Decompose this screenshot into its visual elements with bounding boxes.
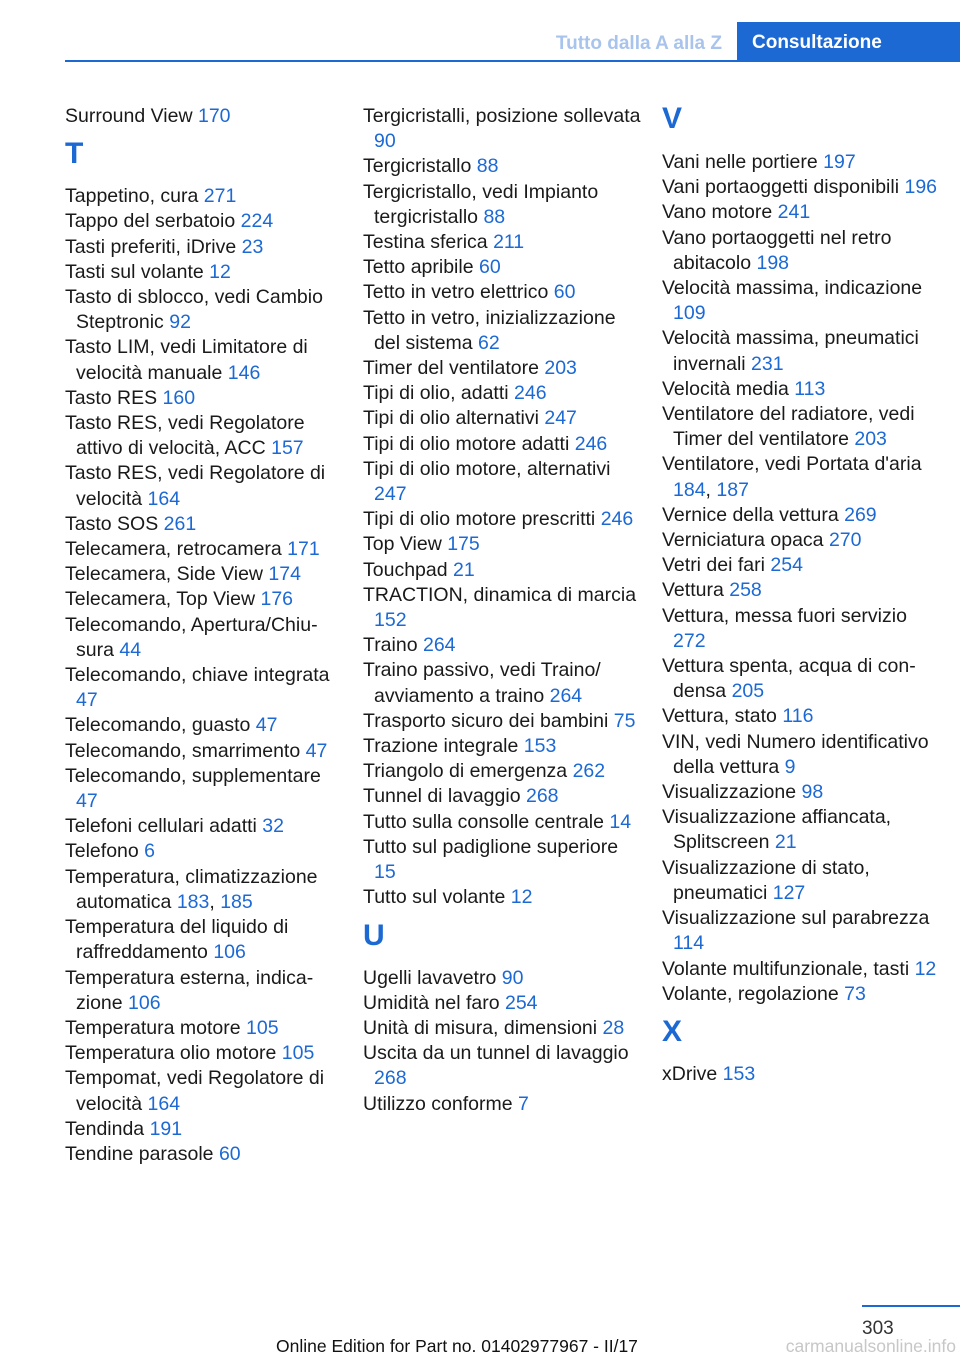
index-entry [363, 633, 645, 658]
index-entry [363, 507, 645, 532]
page-reference-link[interactable]: 191 [149, 1117, 183, 1140]
page-reference-link[interactable]: 164 [147, 487, 181, 510]
page-reference-link[interactable]: 247 [544, 407, 577, 430]
page-reference-link[interactable]: 47 [76, 790, 98, 813]
page-reference-link[interactable]: 160 [162, 386, 196, 409]
index-entry [662, 528, 944, 553]
index-entry [662, 730, 944, 780]
page-reference-link[interactable]: 23 [241, 235, 264, 258]
index-entry [662, 503, 944, 528]
index-entry-text: Tutto sul padiglione superiore [363, 835, 619, 858]
page-reference-link[interactable]: 268 [525, 785, 559, 808]
page-reference-link[interactable]: 109 [673, 302, 706, 325]
index-entry [65, 915, 347, 965]
index-entry-text: Tappo del serbatoio [65, 210, 241, 233]
index-entry-text: VIN, vedi Numero identificativo della vettura [662, 730, 929, 778]
index-entry [65, 209, 347, 234]
index-entry-text: Traino [363, 634, 423, 657]
index-entry-text: Temperatura motore [65, 1016, 246, 1039]
page-reference-link[interactable]: 47 [255, 714, 278, 737]
page-reference-link[interactable]: 62 [478, 331, 500, 354]
index-entry-text: Tasto RES [65, 386, 163, 409]
index-entry-text: Trasporto sicuro dei bambini [363, 709, 614, 732]
index-entry-text: Vano motore [662, 201, 778, 224]
index-entry-text: Top View [363, 533, 448, 556]
index-entry [662, 1062, 944, 1087]
index-entry-text: Vano portaoggetti nel retro abitacolo [662, 226, 892, 274]
index-entry-text: Tappetino, cura [65, 185, 204, 208]
index-entry-text: xDrive [662, 1062, 723, 1085]
footer-divider [862, 1305, 960, 1307]
index-column-2 [363, 104, 645, 1117]
page-reference-link[interactable]: 211 [493, 231, 525, 254]
page-reference-link[interactable]: 183 [176, 890, 210, 913]
page-reference-link[interactable]: 73 [844, 982, 866, 1005]
index-entry-text: Vernice della vettura [662, 503, 845, 526]
index-entry [662, 377, 944, 402]
index-entry [65, 814, 347, 839]
index-entry-text: Touchpad [363, 558, 453, 581]
index-entry-text: Vani nelle portiere [662, 151, 824, 173]
page-reference-link[interactable]: 231 [751, 352, 784, 375]
index-entry [662, 150, 944, 175]
index-entry [363, 356, 645, 381]
index-entry [363, 230, 645, 255]
index-entry [363, 759, 645, 784]
page-reference-link[interactable]: 262 [572, 760, 606, 783]
index-entry-text: Visualizzazione [662, 781, 802, 804]
index-entry [363, 180, 645, 230]
index-entry [662, 326, 944, 376]
index-entry-text: Vettura spenta, acqua di condensa [662, 655, 916, 703]
index-entry [65, 1041, 347, 1066]
page-reference-link[interactable]: 98 [801, 781, 824, 804]
index-entry [65, 739, 347, 764]
index-entry [65, 663, 347, 713]
page-reference-link[interactable]: 105 [281, 1042, 315, 1065]
page-reference-link[interactable]: 60 [218, 1142, 241, 1165]
index-entry [363, 966, 645, 991]
index-entry-text: Telecomando, supplementare [65, 764, 321, 787]
index-entry [65, 386, 347, 411]
index-entry-text: Telecomando, chiave integrata [65, 664, 330, 687]
index-entry-text: Ventilatore, vedi Portata d'aria [662, 453, 922, 476]
index-entry-text: Tipi di olio motore prescritti [363, 508, 601, 531]
page-reference-separator: , [705, 478, 717, 501]
page-reference-link[interactable]: 268 [374, 1067, 407, 1090]
page-reference-link[interactable]: 14 [609, 810, 632, 833]
page-reference-link[interactable]: 271 [203, 185, 237, 208]
index-entry [662, 906, 944, 956]
index-entry [662, 200, 944, 225]
index-entry [363, 406, 645, 431]
index-entry [363, 709, 645, 734]
header-tab-consultazione[interactable]: Consultazione [737, 22, 960, 62]
index-entry-text: Tetto apribile [363, 256, 479, 279]
index-entry-text: Traino passivo, vedi Traino/ avviamento a traino [363, 659, 601, 707]
page-reference-link[interactable]: 241 [777, 201, 811, 224]
page-reference-link[interactable]: 88 [483, 205, 506, 228]
index-entry [363, 255, 645, 280]
index-entry [363, 280, 645, 305]
index-entry-text: Testina sferica [363, 231, 494, 254]
index-entry [363, 810, 645, 835]
index-entry-text: Telefoni cellulari adatti [65, 815, 263, 838]
index-entry [65, 764, 347, 814]
index-entry [65, 1016, 347, 1041]
page-reference-link[interactable]: 106 [213, 941, 246, 964]
index-entry-text: Surround View [65, 105, 198, 127]
index-entry-text: Visualizzazione sul parabrezza [662, 907, 930, 930]
index-entry [363, 991, 645, 1016]
index-entry-text: Tetto in vetro elettrico [363, 281, 554, 304]
index-entry-text: Utilizzo conforme [363, 1092, 518, 1115]
index-entry-text: Tasto RES, vedi Regolatore attivo di velocità, ACC [65, 412, 305, 460]
index-entry-text: Tutto sulla consolle centrale [363, 810, 610, 833]
index-entry-text: Telecomando, smarrimento [65, 739, 306, 762]
index-entry-text: Tergicristallo, vedi Impianto tergicristallo [363, 180, 599, 228]
page-reference-link[interactable]: 272 [673, 629, 706, 652]
page-reference-link[interactable]: 254 [504, 991, 538, 1014]
index-entry [662, 402, 944, 452]
index-entry-text: Tasti sul volante [65, 260, 210, 283]
page-reference-link[interactable]: 269 [844, 503, 877, 526]
page-reference-link[interactable]: 47 [76, 689, 98, 712]
watermark: carmanualsonline.info [785, 1336, 956, 1356]
index-entry-text: Tipi di olio motore, alternativi [363, 457, 611, 480]
index-entry-text: Volante, regolazione [662, 982, 845, 1005]
index-entry [662, 982, 944, 1007]
page-reference-link[interactable]: 264 [549, 684, 583, 707]
page-reference-link[interactable]: 114 [673, 932, 705, 955]
index-entry [363, 835, 645, 885]
index-letter-heading: U [363, 918, 385, 952]
index-entry [363, 558, 645, 583]
page-reference-link[interactable]: 203 [544, 357, 577, 380]
page-reference-link[interactable]: 47 [305, 739, 328, 762]
index-entry-text: Temperatura esterna, indicazione [65, 966, 314, 1014]
index-entry [65, 411, 347, 461]
index-entry-text: Tunnel di lavaggio [363, 785, 526, 808]
index-entry [662, 654, 944, 704]
page-reference-separator: , [209, 890, 221, 913]
page-reference-link[interactable]: 196 [904, 176, 938, 199]
index-entry-text: Tetto in vetro, inizializzazione del sistema [363, 306, 616, 354]
index-entry [363, 658, 645, 708]
index-entry-text: Velocità massima, indicazione [662, 277, 923, 300]
index-entry [65, 713, 347, 738]
page-reference-link[interactable]: 113 [794, 377, 826, 400]
index-entry-text: Telefono [65, 840, 145, 863]
page-reference-link[interactable]: 184 [673, 478, 706, 501]
index-entry [65, 613, 347, 663]
index-entry-text: Telecomando, Apertura/Chiusura [65, 613, 318, 661]
index-column-3 [662, 104, 944, 1087]
index-entry-text: Visualizzazione affiancata, Splitscreen [662, 806, 892, 854]
index-entry-text: Triangolo di emergenza [363, 760, 573, 783]
page-reference-link[interactable]: 164 [147, 1092, 181, 1115]
index-entry [662, 226, 944, 276]
page-reference-link[interactable]: 270 [828, 529, 862, 552]
page-reference-link[interactable]: 153 [722, 1062, 756, 1085]
index-entry-text: Tasti preferiti, iDrive [65, 235, 242, 258]
index-entry [662, 553, 944, 578]
index-entry-text: Timer del ventilatore [363, 357, 545, 380]
page-reference-link[interactable]: 75 [613, 709, 636, 732]
page-reference-link[interactable]: 105 [246, 1016, 279, 1039]
page-reference-link[interactable]: 152 [374, 609, 407, 632]
page-reference-link[interactable]: 12 [209, 260, 231, 283]
index-entry [65, 335, 347, 385]
page-reference-link[interactable]: 12 [510, 886, 533, 909]
page-reference-link[interactable]: 21 [774, 831, 797, 854]
page-reference-link[interactable]: 106 [128, 991, 161, 1014]
index-letter-heading: V [662, 102, 683, 135]
index-entry-text: Uscita da un tunnel di lavaggio [363, 1042, 629, 1065]
index-entry-text: Tempomat, vedi Regolatore di velocità [65, 1067, 325, 1115]
index-entry [363, 532, 645, 557]
index-entry-text: Unità di misura, dimensioni [363, 1016, 603, 1039]
index-entry-text: Ventilatore del radiatore, vedi Timer del ventilatore [662, 403, 915, 451]
index-entry-text: Visualizzazione di stato, pneumatici [662, 856, 870, 904]
index-entry-text: Vani portaoggetti disponibili [662, 176, 905, 199]
page-reference-link[interactable]: 175 [447, 533, 480, 556]
index-column-1 [65, 104, 347, 1167]
index-entry-text: Tendinda [65, 1117, 150, 1140]
index-entry [662, 175, 944, 200]
index-entry-text: Tutto sul volante [363, 886, 511, 909]
index-entry [65, 537, 347, 562]
index-letter-heading: X [662, 1014, 683, 1048]
index-entry-text: Tergicristalli, posizione sollevata [363, 105, 641, 127]
index-entry [65, 260, 347, 285]
index-entry-text: Temperatura olio motore [65, 1042, 282, 1065]
index-entry-text: TRACTION, dinamica di marcia [363, 583, 637, 606]
page-reference-link[interactable]: 90 [374, 130, 396, 153]
page-reference-link[interactable]: 12 [914, 957, 937, 980]
page-reference-link[interactable]: 203 [854, 428, 887, 451]
index-entry [65, 1142, 347, 1167]
index-entry-text: Ugelli lavavetro [363, 966, 502, 989]
page-reference-link[interactable]: 21 [453, 558, 475, 581]
index-entry [662, 704, 944, 729]
page-reference-link[interactable]: 205 [731, 680, 765, 703]
page-reference-link[interactable]: 92 [169, 311, 191, 334]
page-reference-link[interactable]: 224 [240, 210, 274, 233]
index-entry [363, 306, 645, 356]
index-entry [363, 432, 645, 457]
index-entry-text: Tergicristallo [363, 155, 477, 178]
page-reference-link[interactable]: 32 [262, 815, 284, 838]
page-reference-link[interactable]: 127 [772, 881, 806, 904]
index-entry [65, 1117, 347, 1142]
index-entry [363, 1092, 645, 1117]
index-entry-text: Vettura, messa fuori servizio [662, 604, 907, 627]
index-entry [363, 104, 645, 154]
index-entry-text: Telecamera, Side View [65, 563, 269, 586]
edition-footer: Online Edition for Part no. 01402977967 - II/17 [276, 1336, 638, 1356]
index-entry-text: Temperatura, climatizzazione automatica [65, 865, 318, 913]
page-reference-link[interactable]: 9 [784, 755, 796, 778]
index-entry-text: Trazione integrale [363, 735, 524, 758]
index-entry [363, 1016, 645, 1041]
index-entry [65, 562, 347, 587]
index-entry [662, 276, 944, 326]
index-entry-text: Tipi di olio motore adatti [363, 432, 575, 455]
page-reference-link[interactable]: 254 [770, 554, 803, 577]
page-reference-link[interactable]: 185 [220, 890, 253, 913]
page-reference-link[interactable]: 88 [476, 155, 499, 178]
index-letter-heading: T [65, 137, 84, 171]
page-reference-link[interactable]: 28 [602, 1016, 625, 1039]
index-entry [65, 104, 347, 129]
index-entry [65, 865, 347, 915]
page-reference-link[interactable]: 264 [422, 634, 456, 657]
index-entry [363, 583, 645, 633]
index-entry [662, 452, 944, 502]
index-entry-text: Vettura, stato [662, 705, 783, 728]
index-entry-text: Vettura [662, 579, 730, 602]
index-entry-text: Tasto RES, vedi Regolatore di velocità [65, 462, 326, 510]
index-entry [65, 512, 347, 537]
index-entry [363, 154, 645, 179]
index-entry-text: Telecamera, Top View [65, 588, 261, 611]
page-number: 303 [862, 1318, 894, 1339]
index-entry [662, 780, 944, 805]
page-reference-link[interactable]: 7 [517, 1092, 529, 1115]
page-reference-link[interactable]: 60 [553, 281, 576, 304]
page-reference-link[interactable]: 176 [260, 588, 294, 611]
page-reference-link[interactable]: 187 [716, 478, 749, 501]
index-entry-text: Tipi di olio, adatti [363, 382, 515, 405]
index-entry-text: Tipi di olio alternativi [363, 407, 545, 430]
page-reference-link[interactable]: 6 [144, 840, 156, 863]
page-reference-link[interactable]: 90 [501, 966, 524, 989]
page-reference-link[interactable]: 171 [287, 538, 320, 561]
index-entry [363, 457, 645, 507]
page-reference-link[interactable]: 247 [374, 483, 407, 506]
page-reference-link[interactable]: 60 [478, 256, 501, 279]
index-entry [65, 1066, 347, 1116]
index-entry-text: Tendine parasole [65, 1142, 219, 1165]
index-entry-text: Vetri dei fari [662, 554, 771, 577]
page-reference-link[interactable]: 261 [163, 512, 197, 535]
index-entry [65, 966, 347, 1016]
index-entry-text: Tasto di sblocco, vedi Cambio Steptronic [65, 286, 323, 334]
index-entry [662, 856, 944, 906]
page-reference-link[interactable]: 246 [574, 432, 608, 455]
page-reference-link[interactable]: 197 [823, 151, 856, 173]
index-entry [662, 578, 944, 603]
index-entry-text: Telecomando, guasto [65, 714, 256, 737]
page-reference-link[interactable]: 157 [271, 437, 304, 460]
index-entry [363, 1041, 645, 1091]
index-entry [363, 734, 645, 759]
index-entry-text: Tasto LIM, vedi Limitatore di velocità manuale [65, 336, 308, 384]
index-entry-text: Tasto SOS [65, 512, 164, 535]
index-entry-text: Umidità nel faro [363, 991, 505, 1014]
page-reference-link[interactable]: 153 [523, 735, 557, 758]
index-entry [363, 885, 645, 910]
index-entry-text: Verniciatura opaca [662, 529, 829, 552]
page-reference-link[interactable]: 15 [374, 861, 396, 884]
index-entry-text: Temperatura del liquido di raffreddamento [65, 916, 289, 964]
page-reference-link[interactable]: 198 [756, 251, 790, 274]
index-entry [65, 285, 347, 335]
index-entry [363, 381, 645, 406]
index-entry-text: Velocità massima, pneumatici invernali [662, 327, 919, 375]
header-divider [65, 60, 960, 62]
page-reference-link[interactable]: 116 [782, 705, 814, 728]
page-reference-link[interactable]: 174 [268, 563, 301, 586]
page-reference-link[interactable]: 246 [600, 508, 634, 531]
page-reference-link[interactable]: 258 [729, 579, 762, 602]
page-reference-link[interactable]: 246 [514, 382, 547, 405]
index-entry-text: Telecamera, retrocamera [65, 538, 288, 561]
index-entry [65, 839, 347, 864]
index-entry [65, 587, 347, 612]
index-entry-text: Volante multifunzionale, tasti [662, 957, 915, 980]
index-entry [65, 184, 347, 209]
page-reference-link[interactable]: 146 [227, 361, 261, 384]
index-entry [662, 604, 944, 654]
index-entry [662, 957, 944, 982]
index-entry [363, 784, 645, 809]
index-entry [65, 461, 347, 511]
index-entry [65, 235, 347, 260]
index-entry-text: Velocità media [662, 377, 795, 400]
header-section-title: Tutto dalla A alla Z [555, 33, 722, 54]
index-entry [662, 805, 944, 855]
page-reference-link[interactable]: 44 [119, 638, 142, 661]
page-reference-link[interactable]: 170 [197, 105, 231, 127]
